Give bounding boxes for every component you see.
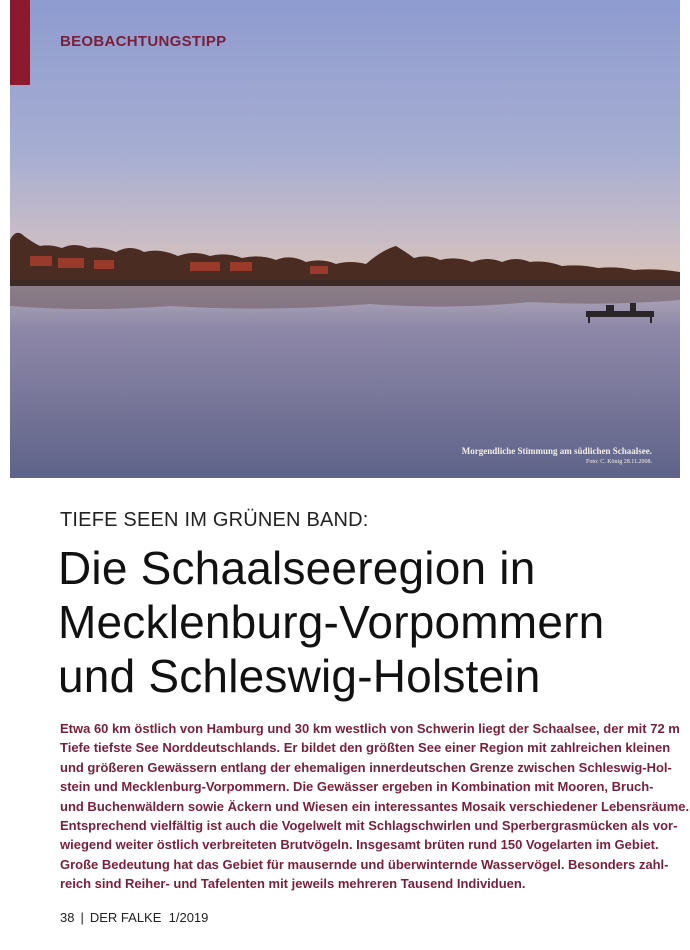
footer-separator: | [80, 910, 84, 925]
photo-credit: Foto: C. König 28.11.2008. [586, 459, 652, 465]
headline-line: und Schleswig-Holstein [58, 650, 541, 702]
headline-line: Die Schaalseeregion in [58, 542, 536, 594]
shore-strip [10, 280, 680, 286]
photo-caption-text: Morgendliche Stimmung am südlichen Schaalsee. [461, 446, 652, 456]
lead-line: reich sind Reiher- und Tafelenten mit jeweils mehreren Tausend Individuen. [60, 876, 526, 892]
section-kicker: BEOBACHTUNGSTIPP [60, 33, 227, 50]
photo-caption [462, 446, 652, 465]
lead-line: Entsprechend vielfältig ist auch die Vogelwelt mit Schlagschwirlen und Sperbergrasmücken als vor- [60, 818, 678, 834]
lead-line: Große Bedeutung hat das Gebiet für mausernde und überwinternde Wasservögel. Besonders zahl- [60, 856, 669, 872]
page-footer [60, 910, 208, 925]
magazine-name: DER FALKE [89, 910, 162, 925]
lead-line: Tiefe tiefste See Norddeutschlands. Er bildet den größten See einer Region mit zahlreichen kleinen [60, 740, 671, 756]
lead-line: stein und Mecklenburg-Vorpommern. Die Gewässer ergeben in Kombination mit Mooren, Bruch- [60, 779, 654, 795]
section-accent-bar [10, 0, 30, 85]
issue-number: 1/2019 [168, 910, 209, 925]
lake-photo [10, 0, 680, 478]
lake-scene-illustration [10, 0, 680, 478]
lead-line: Etwa 60 km östlich von Hamburg und 30 km westlich von Schwerin liegt der Schaalsee, der mit 72 m [60, 721, 680, 736]
article-headline [58, 541, 678, 703]
lead-line: wiegend weiter östlich verbreiteten Brutvögeln. Insgesamt brüten rund 150 Vogelarten im Gebiet. [60, 837, 659, 853]
article-lead-paragraph [60, 719, 690, 894]
article-subtitle: TIEFE SEEN IM GRÜNEN BAND: [60, 509, 369, 531]
headline-line: Mecklenburg-Vorpommern [58, 596, 605, 648]
lead-line: und Buchenwäldern sowie Äckern und Wiesen ein interessantes Mosaik verschiedener Lebensräume. [60, 798, 690, 814]
lead-line: und größeren Gewässern entlang der ehemaligen innerdeutschen Grenze zwischen Schleswig-Hol- [60, 759, 672, 775]
page-number: 38 [60, 910, 75, 925]
